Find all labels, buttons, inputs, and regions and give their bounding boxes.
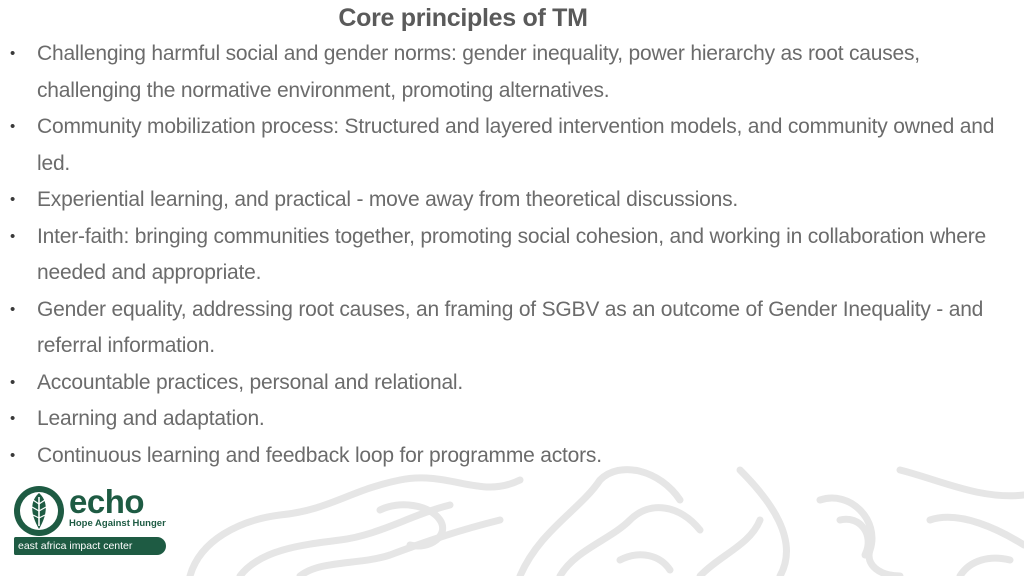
bullet-marker: • [10,300,16,318]
bullet-text: Gender equality, addressing root causes, an framing of SGBV as an outcome of Gender Inequality - and referral information. [37,297,984,357]
bullet-marker: • [10,118,16,135]
bullet-item [10,182,1010,219]
bullet-text: Continuous learning and feedback loop for programme actors. [37,443,602,467]
slide-title: Core principles of TM [338,4,588,32]
bullet-text: Community mobilization process: Structured and layered intervention models, and community owned and led. [37,115,995,175]
bullet-item [10,365,1010,402]
bullet-item [10,36,1010,109]
bullet-text: Inter-faith: bringing communities together, promoting social cohesion, and working in collaboration where needed and appropriate. [37,224,987,284]
bullet-marker: • [10,446,16,464]
bullet-marker: • [10,227,16,245]
bullet-item [10,401,1010,438]
bullet-item [10,109,1010,182]
bullet-marker: • [10,410,16,427]
bullet-marker: • [10,191,16,208]
logo-wordmark: echo [69,483,145,520]
echo-logo [12,484,174,562]
bullet-text: Experiential learning, and practical - move away from theoretical discussions. [37,188,739,211]
bullet-text: Learning and adaptation. [37,407,265,430]
bullet-item [10,292,1010,365]
leaf-globe-icon [12,484,68,540]
bullet-text: Accountable practices, personal and relational. [37,370,464,394]
bullet-list [10,36,1010,474]
logo-banner: east africa impact center [14,537,166,555]
bullet-marker: • [10,373,16,391]
bullet-item [10,219,1010,292]
logo-tagline: Hope Against Hunger [69,518,166,529]
bullet-item [10,438,1010,475]
bullet-text: Challenging harmful social and gender norms: gender inequality, power hierarchy as root causes, challenging the normative environment, promoting alternatives. [37,42,920,102]
bullet-marker: • [10,45,16,62]
